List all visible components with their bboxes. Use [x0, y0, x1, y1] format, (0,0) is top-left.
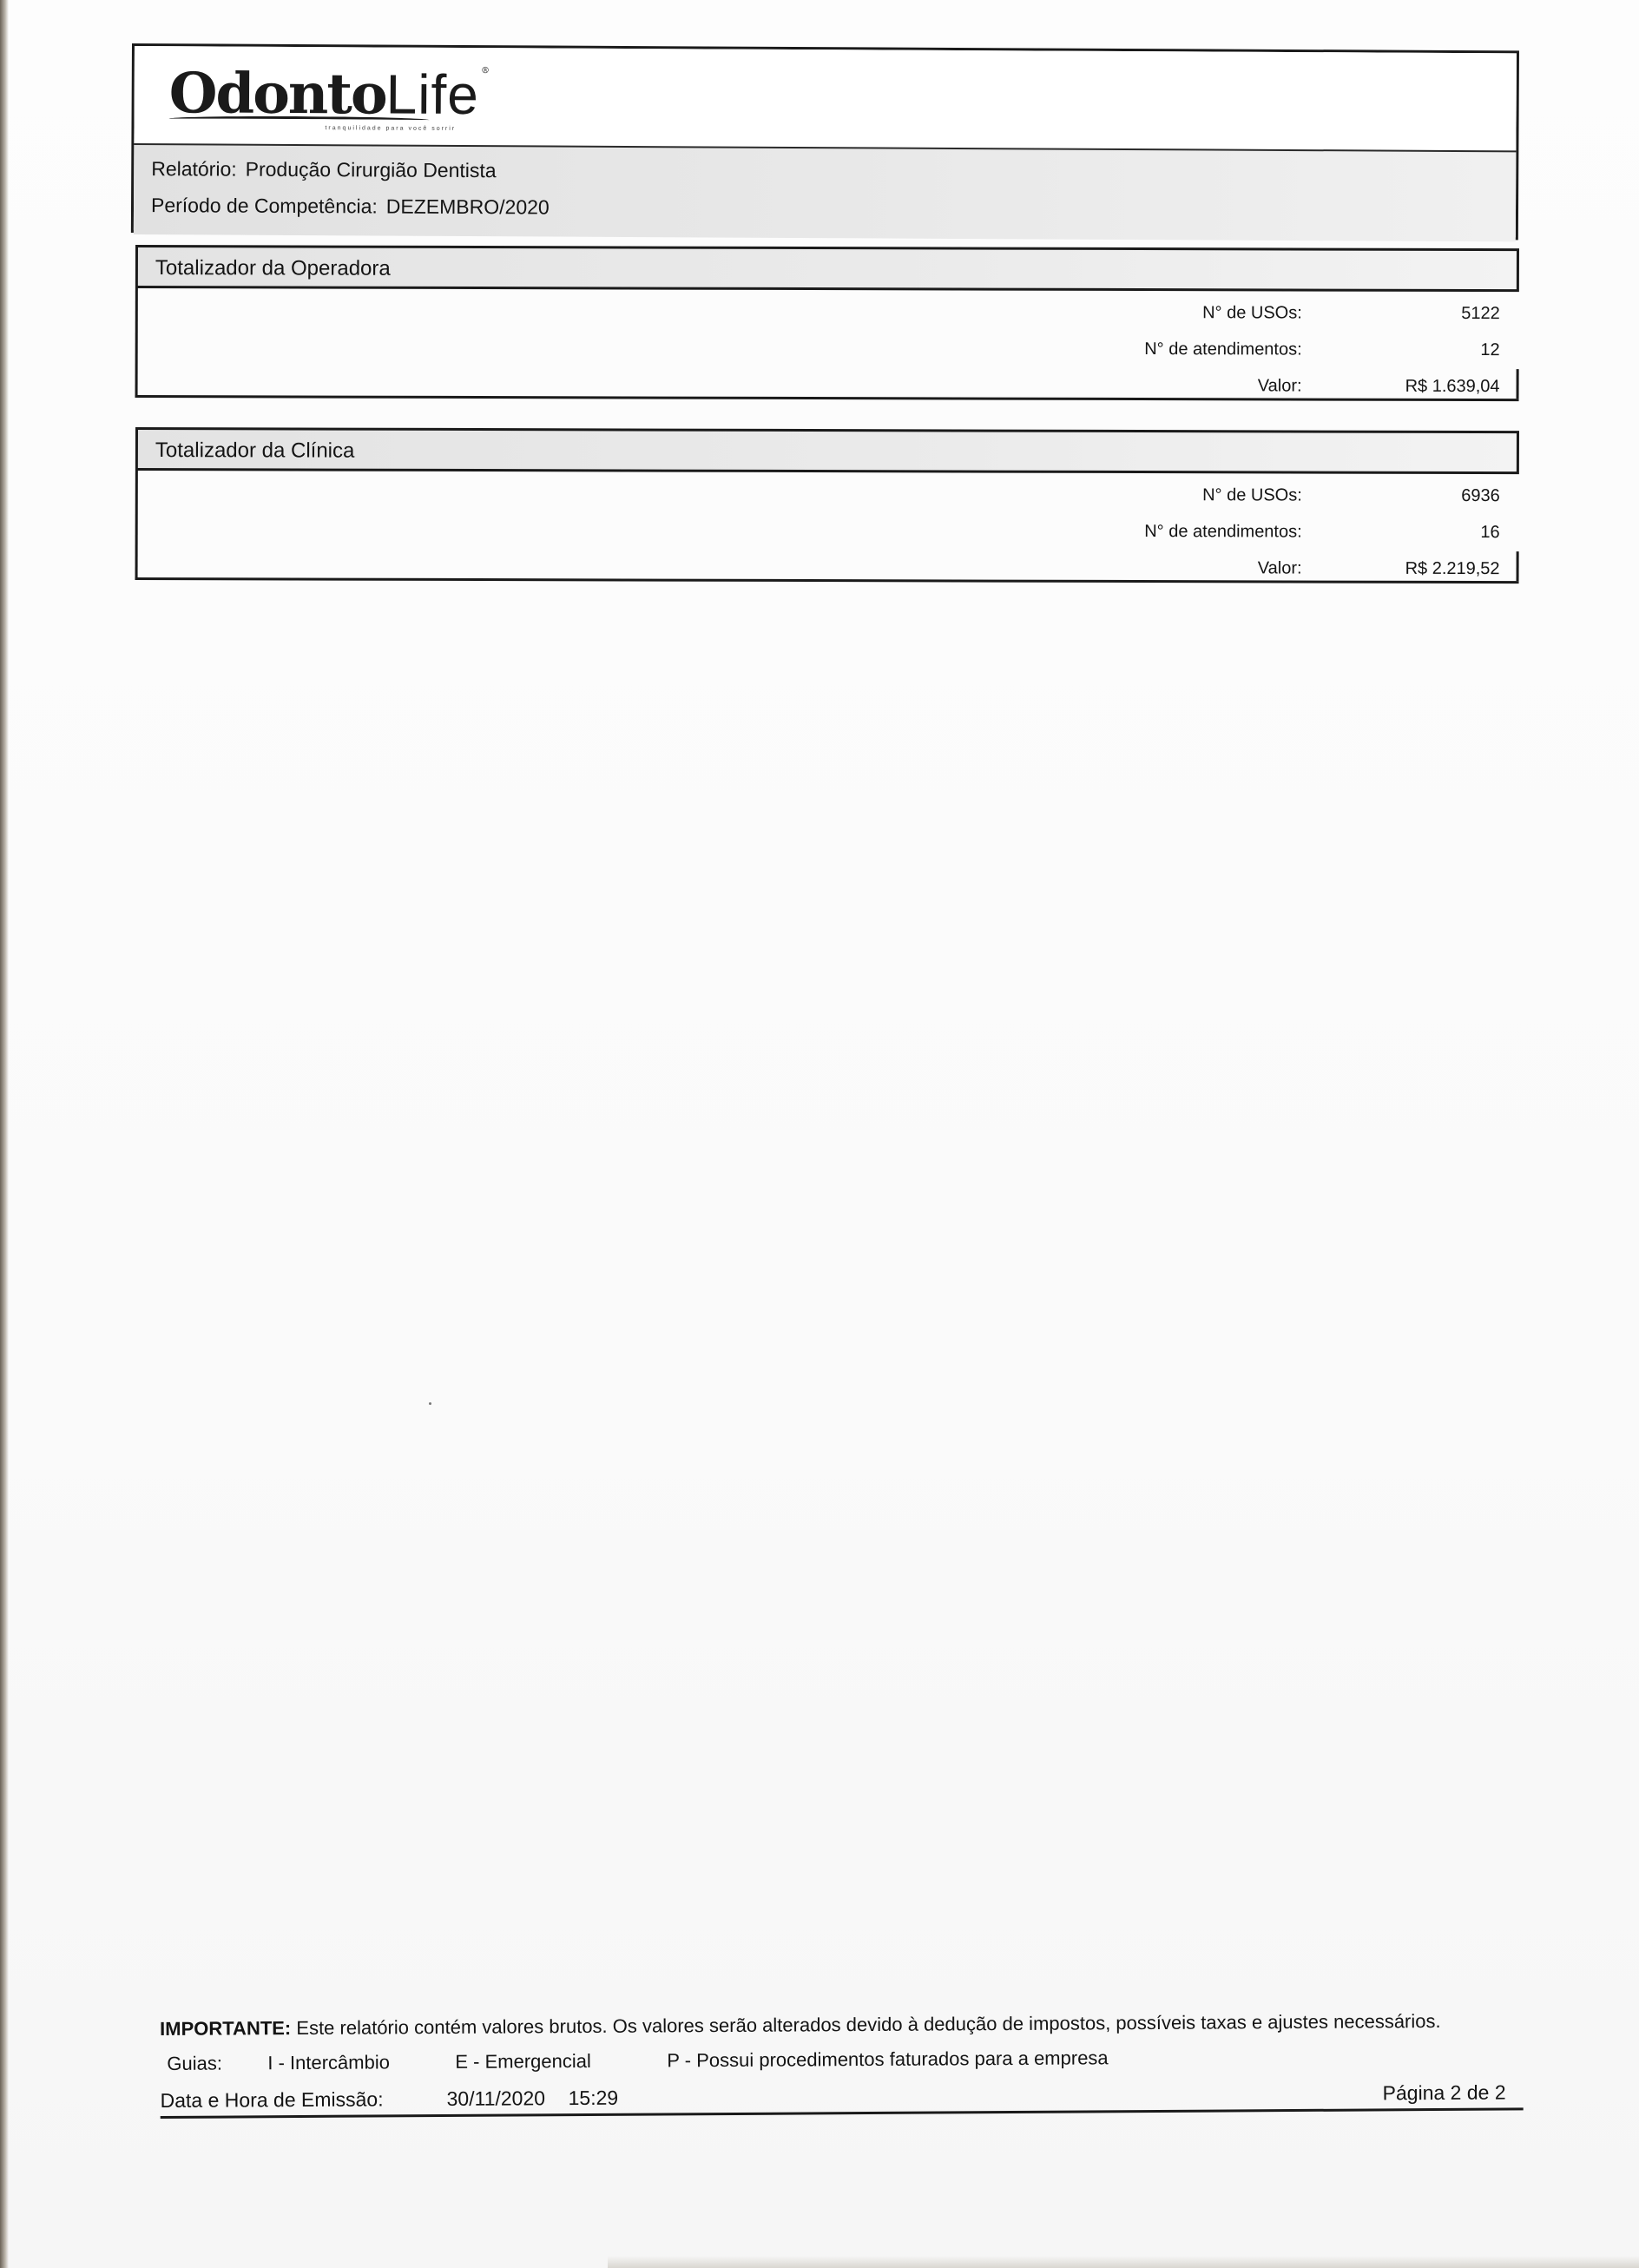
logo-text-life: Life: [385, 63, 480, 127]
clinica-section-title: Totalizador da Clínica: [135, 427, 1519, 474]
emission-date: 30/11/2020: [446, 2087, 546, 2110]
operadora-atendimentos-row: [138, 337, 1519, 360]
operadora-valor-row: [138, 373, 1519, 397]
clinica-usos-label: N° de USOs:: [1202, 485, 1302, 505]
clinica-atendimentos-row: [138, 519, 1519, 543]
page-number: Página 2 de 2: [1382, 2080, 1506, 2105]
important-label: IMPORTANTE:: [160, 2017, 292, 2040]
operadora-totals-body: [135, 288, 1519, 401]
operadora-usos-value: 5122: [1461, 303, 1500, 324]
report-footer: [160, 2008, 1524, 2119]
guides-legend: [160, 2039, 1523, 2079]
report-title-area: [134, 143, 1517, 241]
operadora-section-title: Totalizador da Operadora: [135, 245, 1519, 292]
report-label: Relatório:: [151, 157, 237, 181]
period-value: DEZEMBRO/2020: [385, 194, 550, 219]
paper-edge-shadow-bottom: [608, 2256, 1639, 2268]
registered-mark-icon: ®: [480, 66, 489, 76]
clinica-valor-box: [1317, 551, 1519, 582]
paper-edge-shadow: [0, 0, 9, 2268]
operadora-usos-label: N° de USOs:: [1202, 303, 1302, 323]
report-value: Produção Cirurgião Dentista: [245, 157, 497, 182]
operadora-totals-section: [135, 245, 1519, 401]
period-label: Período de Competência:: [150, 194, 378, 218]
clinica-usos-value: 6936: [1461, 485, 1500, 506]
operadora-valor-value: R$ 1.639,04: [1405, 376, 1500, 397]
clinica-atendimentos-label: N° de atendimentos:: [1144, 522, 1302, 542]
report-name-line: [151, 157, 497, 182]
important-text: Este relatório contém valores brutos. Os valores serão alterados devido à dedução de impostos, possíveis taxas e ajustes necessários.: [296, 2009, 1441, 2040]
clinica-usos-row: [138, 483, 1519, 506]
clinica-totals-body: [135, 471, 1519, 583]
report-header: [131, 43, 1519, 240]
period-line: [151, 194, 550, 219]
clinica-valor-row: [138, 556, 1519, 579]
guides-label: Guias:: [167, 2052, 223, 2074]
logo-tagline: tranquilidade para você sorrir: [325, 125, 457, 132]
guide-procedimentos: P - Possui procedimentos faturados para a empresa: [667, 2047, 1109, 2072]
operadora-atendimentos-value: 12: [1480, 340, 1500, 360]
operadora-usos-row: [138, 300, 1519, 324]
emission-label: Data e Hora de Emissão:: [160, 2087, 384, 2112]
emission-time: 15:29: [568, 2086, 619, 2110]
clinica-valor-value: R$ 2.219,52: [1405, 558, 1500, 579]
operadora-valor-box: [1317, 369, 1519, 399]
operadora-atendimentos-label: N° de atendimentos:: [1144, 340, 1302, 359]
clinica-atendimentos-value: 16: [1480, 523, 1500, 543]
logo-text-odonto: Odonto: [168, 61, 386, 128]
clinica-valor-label: Valor:: [1257, 558, 1302, 578]
operadora-valor-label: Valor:: [1257, 376, 1302, 396]
guide-intercambio: I - Intercâmbio: [267, 2051, 391, 2074]
odontolife-logo: [168, 61, 489, 128]
paper-speck: [429, 1402, 431, 1405]
logo-area: [134, 46, 1517, 150]
clinica-totals-section: [135, 427, 1519, 583]
guide-emergencial: E - Emergencial: [455, 2049, 591, 2073]
